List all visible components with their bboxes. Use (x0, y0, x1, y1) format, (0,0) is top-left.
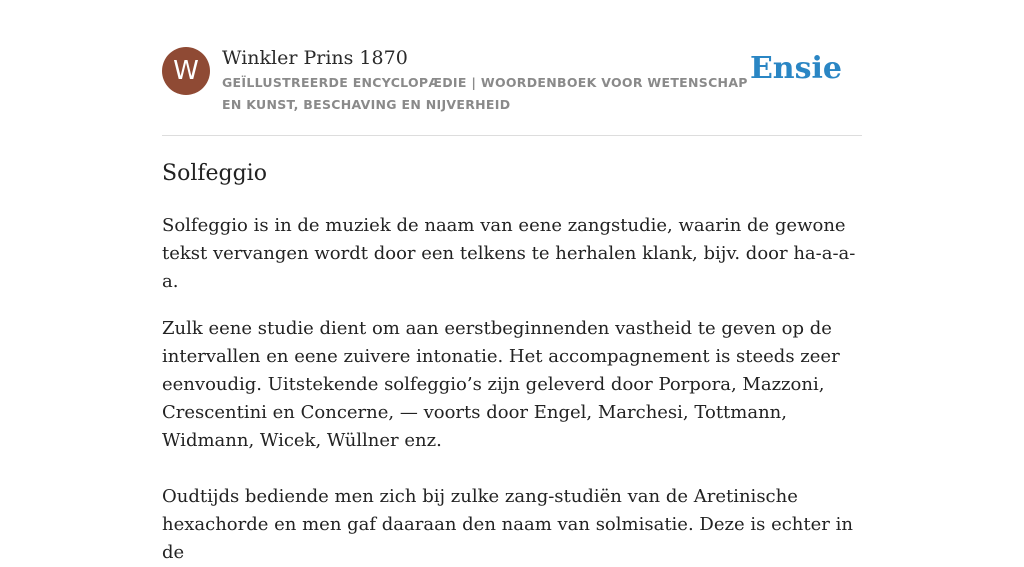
header-divider (162, 135, 862, 136)
article-paragraph-1: Solfeggio is in de muziek de naam van eene zangstudie, waarin de gewone tekst vervangen wordt door een telkens te herhalen klank, bijv. door ha-a-a-a. (162, 215, 856, 292)
article (162, 156, 862, 567)
avatar[interactable]: W (162, 47, 210, 95)
source-title[interactable]: Winkler Prins 1870 (222, 47, 408, 69)
ensie-logo[interactable]: Ensie (749, 51, 842, 86)
article-paragraph-3: Oudtijds bediende men zich bij zulke zang-studiën van de Aretinische hexachorde en men gaf daaraan den naam van solmisatie. Deze is echter in de (162, 486, 853, 563)
article-title: Solfeggio (162, 161, 267, 186)
header (162, 46, 862, 116)
article-paragraph-2: Zulk eene studie dient om aan eerstbeginnenden vastheid te geven op de intervallen en eene zuivere intonatie. Het accompagnement is steeds zeer eenvoudig. Uitstekende solfeggio’s zijn geleverd door Porpora, Mazzoni, Crescentini en Concerne, — voorts door Engel, Marchesi, Tottmann, Widmann, Wicek, Wüllner enz. (162, 318, 840, 451)
source-subtitle: GEÏLLUSTREERDE ENCYCLOPÆDIE | WOORDENBOEK VOOR WETENSCHAP EN KUNST, BESCHAVING EN NIJVERHEID (222, 75, 748, 112)
